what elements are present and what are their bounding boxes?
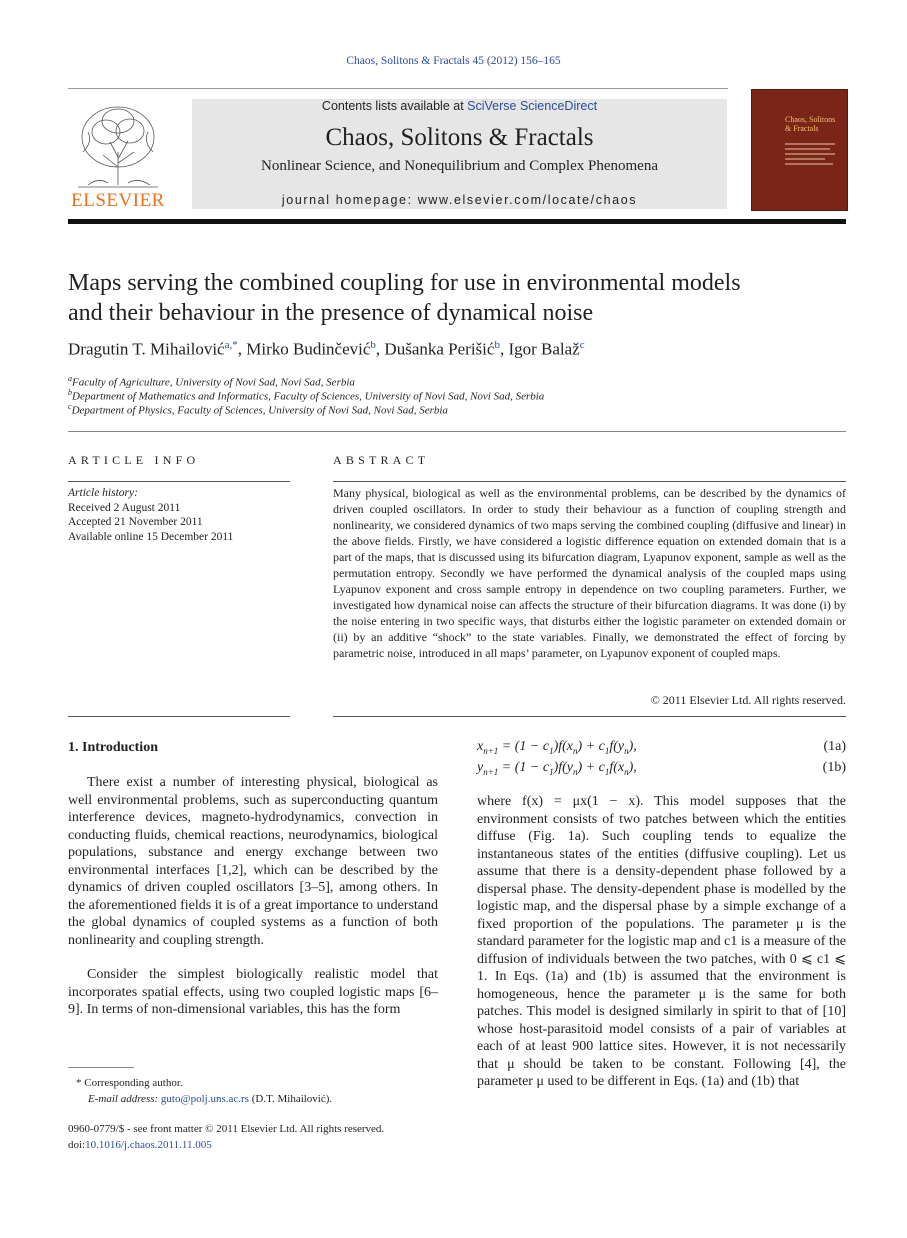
header-thick-rule <box>68 219 846 224</box>
author-name[interactable]: Dragutin T. Mihailović <box>68 339 225 359</box>
author-name[interactable]: Mirko Budinčević <box>246 339 371 359</box>
abstract-heading: ABSTRACT <box>333 453 430 467</box>
cover-title: Chaos, Solitons & Fractals <box>785 115 836 133</box>
article-info-rule <box>68 481 290 482</box>
journal-citation[interactable]: Chaos, Solitons & Fractals 45 (2012) 156–165 <box>346 55 561 67</box>
abstract-bottom-rule <box>333 716 846 717</box>
article-title: Maps serving the combined coupling for use in environmental models and their behaviour in the presence of dynamical noise <box>68 270 741 326</box>
equation-number: (1b) <box>822 760 846 775</box>
author-list: Dragutin T. Mihailović$^{a,*}$, Mirko Budinčević$^b$, Dušanka Perišić$^b$, Igor Balaž$^c$ <box>68 339 585 359</box>
doi-link[interactable]: 10.1016/j.chaos.2011.11.005 <box>85 1139 212 1151</box>
affiliation: $^b$Department of Mathematics and Informatics, Faculty of Sciences, University of Novi Sad, Novi Sad, Serbia <box>68 388 545 403</box>
right-column-text: where f(x) = μx(1 − x). This model supposes that the environment consists of two patches between which the entities diffuse (Fig. 1a). Such coupling tends to equalize the instantaneous states of the entities (diffusive coupling). Let us assume that there is a density-dependent phase followed by a dispersal phase. The density-dependent phase is modelled by the logistic map, and the dispersal phase by a simple exchange of a fixed proportion of the populations. The parameter μ is the standard parameter for the logistic map and c1 is a measure of the diffusion of individuals between the two patches, with 0 ⩽ c1 ⩽ 1. In Eqs. (1a) and (1b) is assumed that the environment is homogeneous, hence the parameter μ is the same for both patches. This model is designed similarly in spirit to that of [10] whose host-parasitoid model consists of a pair of variables at each of at least 900 lattice sites. However, it is not necessarily that μ should be taken to be constant. Following [4], the parameter μ used to be different in Eqs. (1a) and (1b) that <box>477 794 846 1089</box>
intro-paragraph-2: Consider the simplest biologically realistic model that incorporates spatial effects, using two coupled logistic maps [6–9]. In terms of non-dimensional variables, this has the form <box>68 967 438 1017</box>
equation-number: (1a) <box>823 739 846 754</box>
section-divider <box>68 431 846 432</box>
journal-title: Chaos, Solitons & Fractals <box>325 124 594 151</box>
info-bottom-rule <box>68 716 290 717</box>
elsevier-wordmark: ELSEVIER <box>71 190 165 211</box>
equation-1a: $x_{n+1} = (1 - c_1)f(x_n) + c_1f(y_n)$, <box>477 739 637 756</box>
author-name[interactable]: Igor Balaž <box>508 339 580 359</box>
author-name[interactable]: Dušanka Perišić <box>384 339 495 359</box>
footnote-rule <box>68 1067 134 1068</box>
header-rule <box>68 88 728 89</box>
contents-line: Contents lists available at SciVerse ScienceDirect <box>321 99 598 113</box>
affiliation: $^a$Faculty of Agriculture, University of Novi Sad, Novi Sad, Serbia <box>68 374 355 389</box>
cover-text-lines <box>785 140 840 180</box>
equation-1b: $y_{n+1} = (1 - c_1)f(y_n) + c_1f(x_n)$, <box>477 760 637 777</box>
journal-homepage[interactable]: journal homepage: www.elsevier.com/locate/chaos <box>281 193 638 207</box>
article-info-heading: ARTICLE INFO <box>68 453 200 467</box>
abstract-rule <box>333 481 846 482</box>
email-link[interactable]: guto@polj.uns.ac.rs <box>160 1093 249 1105</box>
sciencedirect-link[interactable]: SciVerse ScienceDirect <box>467 99 598 113</box>
affiliation: $^c$Department of Physics, Faculty of Sciences, University of Novi Sad, Novi Sad, Serbia <box>68 402 448 417</box>
intro-paragraph-1: There exist a number of interesting physical, biological as well environmental problems, such as superconducting quantum interference devices, magneto-hydrodynamics, convection in conducting fluids, chemical reactions, neurodynamics, biological populations, substance and energy exchange between two environmental interfaces [1,2], which can be described by the dynamics of driven coupled oscillators [3–5], among others. In the aforementioned fields it is of a great importance to understand the global dynamics of coupled systems as a function of both nonlinearity and coupling strength. <box>68 775 438 948</box>
article-history: Article history: Received 2 August 2011 Accepted 21 November 2011 Available online 15 December 2011 <box>68 487 234 543</box>
copyright: © 2011 Elsevier Ltd. All rights reserved. <box>650 693 846 707</box>
footnote-corresponding: * Corresponding author. E-mail address: guto@polj.uns.ac.rs (D.T. Mihailović). <box>76 1077 333 1105</box>
abstract-text: Many physical, biological as well as the environmental problems, can be described by the dynamics of driven coupled oscillators. In order to study their behaviour as a function of coupling strength and nonlinearity, we considered dynamics of two maps serving the combined coupling (diffusive and linear) in the above fields. Firstly, we have considered a logistic difference equation on extended domain that is a part of the maps, that is discussed using its bifurcation diagram, Lyapunov exponent, sample as well as the permutation entropy. Secondly we have performed the dynamical analysis of the coupled maps using Lyapunov exponent and cross sample entropy in dependence on two coupling parameters. Further, we investigated how dynamical noise can affects the structure of their bifurcation diagrams. It was done (i) by the noise entering in two specific ways, that disturbs either the logistic parameter on extended domain or (ii) by an additive “shock” to the state variables. Finally, we demonstrated the effect of forcing by parametric noise, introduced in all maps’ parameter, on Lyapunov exponent of coupled maps. <box>333 486 846 660</box>
section-heading-introduction: 1. Introduction <box>68 740 158 755</box>
journal-subtitle: Nonlinear Science, and Nonequilibrium and Complex Phenomena <box>261 158 658 174</box>
front-matter-note: 0960-0779/$ - see front matter © 2011 Elsevier Ltd. All rights reserved. doi:10.1016/j.chaos.2011.11.005 <box>68 1123 385 1151</box>
